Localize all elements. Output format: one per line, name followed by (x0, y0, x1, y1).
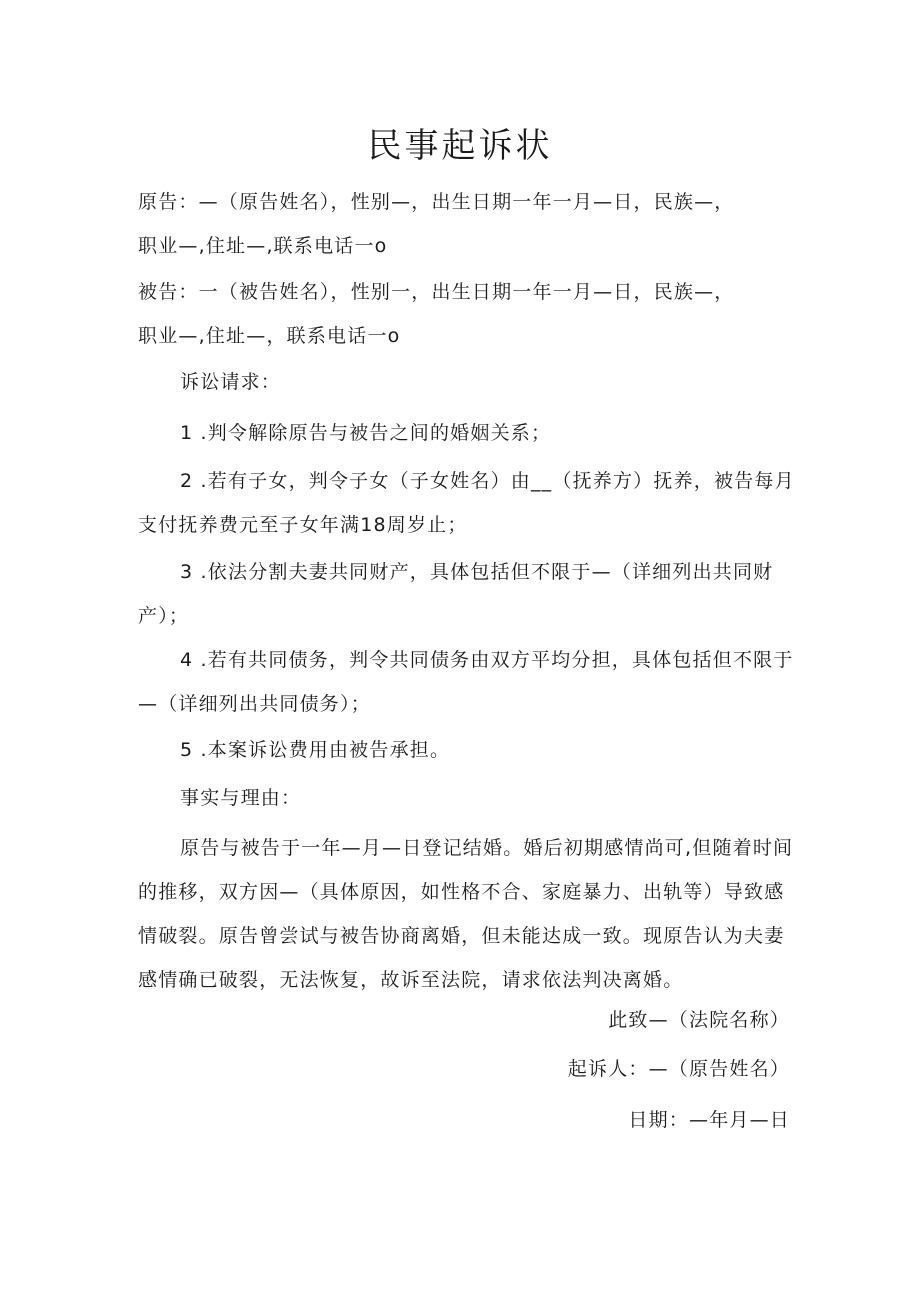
claim-item-5 (138, 728, 790, 772)
defendant-line-1: 被告：一（被告姓名），性别一，出生日期一年一月—日，民族—， (138, 281, 735, 303)
claim-item-1 (138, 411, 790, 455)
facts-heading-block (138, 776, 790, 820)
claim-item-3-line-1: 3 .依法分割夫妻共同财产，具体包括但不限于—（详细列出共同财 (180, 561, 774, 583)
claim-item-2 (138, 459, 795, 547)
claim-item-2-line-1: 2 .若有子女，判令子女（子女姓名）由__（抚养方）抚养，被告每月 (180, 470, 795, 492)
facts-heading: 事实与理由： (180, 787, 302, 809)
claim-item-1-text: 1 .判令解除原告与被告之间的婚姻关系； (180, 422, 552, 444)
claims-section (138, 360, 790, 404)
claim-item-4-line-1: 4 .若有共同债务，判令共同债务由双方平均分担，具体包括但不限于 (180, 649, 794, 671)
plaintiff-line-2: 职业—,住址—,联系电话一o (138, 235, 388, 257)
facts-line-1: 原告与被告于一年—月—日登记结婚。婚后初期感情尚可,但随着时间 (180, 837, 794, 859)
claim-item-3 (138, 550, 790, 638)
facts-section (138, 826, 794, 1002)
closing-to-court: 此致—（法院名称） (608, 1009, 790, 1031)
claim-item-2-line-2: 支付抚养费元至子女年满18周岁止； (138, 514, 468, 536)
closing-plaintiff-signature: 起诉人：—（原告姓名） (567, 1058, 790, 1080)
facts-line-3: 情破裂。原告曾尝试与被告协商离婚，但未能达成一致。现原告认为夫妻 (138, 925, 785, 947)
claim-item-4-line-2: —（详细列出共同债务）； (138, 693, 371, 715)
document-title: 民事起诉状 (367, 126, 553, 166)
defendant-section (138, 270, 790, 358)
claim-item-4 (138, 638, 794, 726)
claims-heading: 诉讼请求： (180, 371, 282, 393)
facts-line-2: 的推移，双方因—（具体原因，如性格不合、家庭暴力、出轨等）导致感 (138, 881, 785, 903)
plaintiff-line-1: 原告：—（原告姓名），性别—，出生日期一年一月—日，民族—， (138, 191, 735, 213)
defendant-line-2: 职业—,住址—，联系电话一o (138, 325, 401, 347)
claim-item-5-text: 5 .本案诉讼费用由被告承担。 (180, 739, 451, 761)
facts-line-4: 感情确已破裂，无法恢复，故诉至法院，请求依法判决离婚。 (138, 969, 684, 991)
claim-item-3-line-2: 产）； (138, 605, 190, 627)
closing-date: 日期：—年月—日 (628, 1109, 790, 1131)
plaintiff-section (138, 180, 790, 268)
